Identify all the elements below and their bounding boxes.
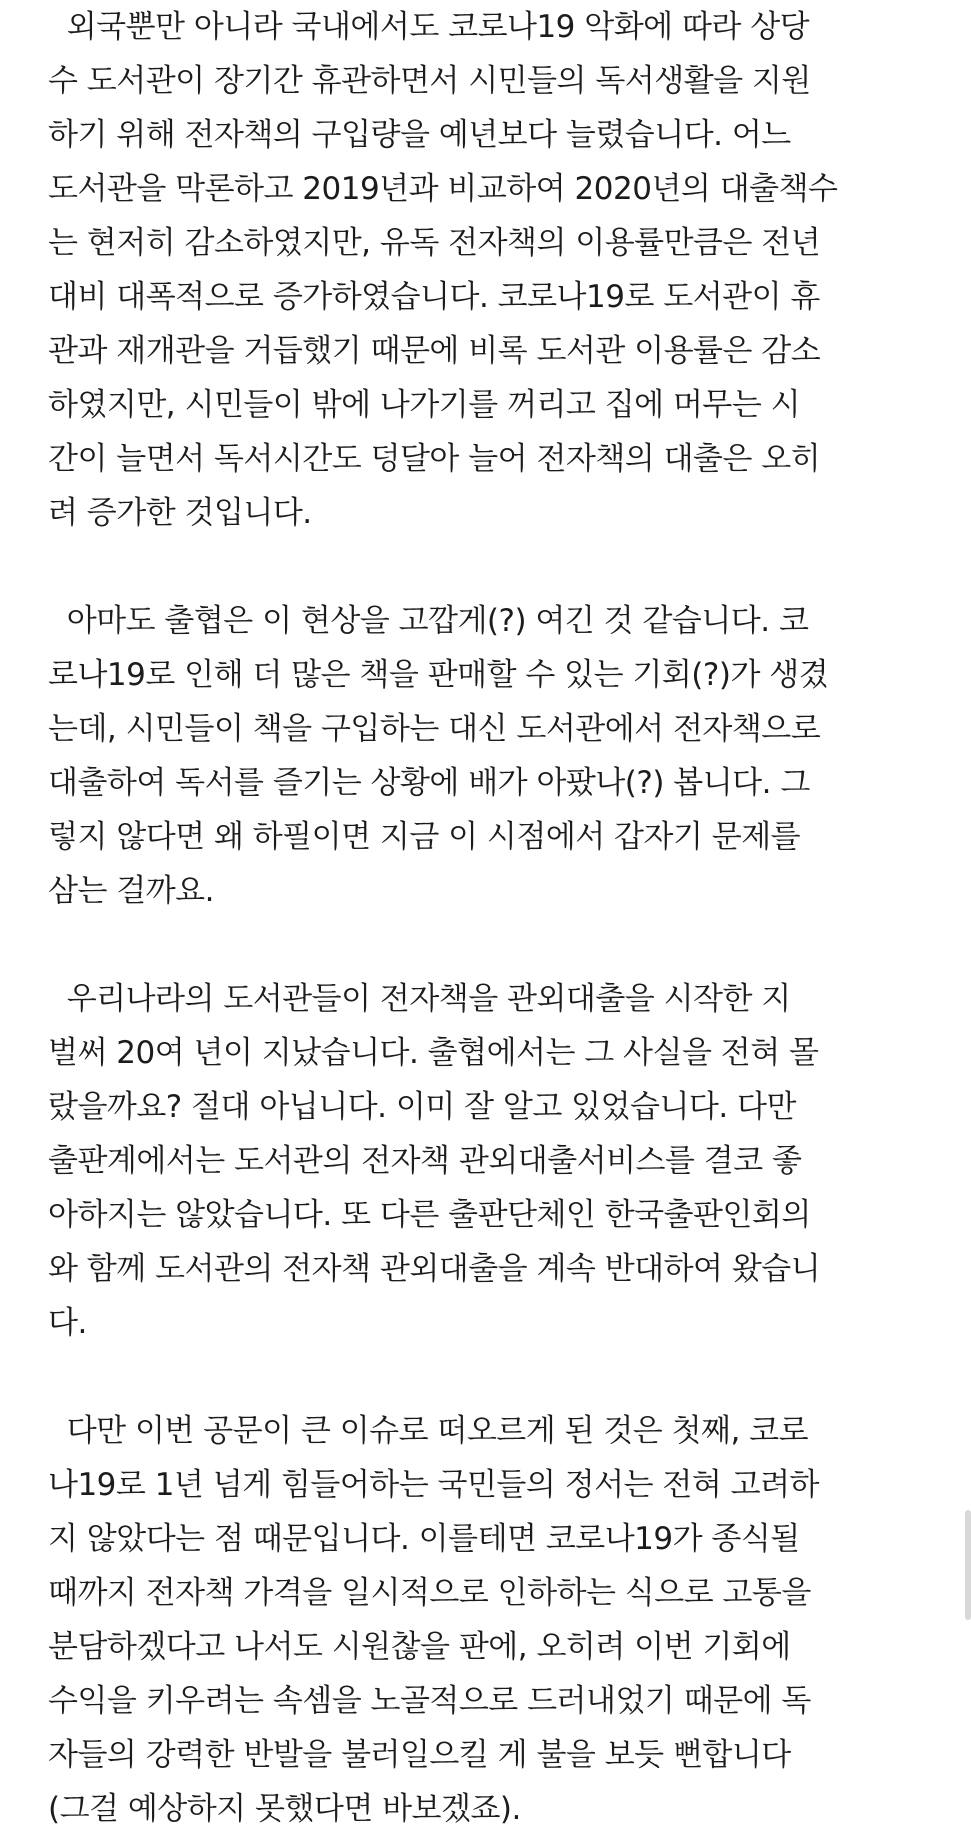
text-line: 다. bbox=[48, 1305, 87, 1341]
text-line: 로나19로 인해 더 많은 책을 판매할 수 있는 기회(?)가 생겼 bbox=[48, 657, 829, 693]
text-line: 출판계에서는 도서관의 전자책 관외대출서비스를 결코 좋 bbox=[48, 1143, 802, 1179]
text-line: 수 도서관이 장기간 휴관하면서 시민들의 독서생활을 지원 bbox=[48, 63, 811, 99]
text-line: 삼는 걸까요. bbox=[48, 873, 214, 909]
text-line: 지 않았다는 점 때문입니다. 이를테면 코로나19가 종식될 bbox=[48, 1521, 800, 1557]
paragraph-4 bbox=[48, 1404, 936, 1836]
text-line: 도서관을 막론하고 2019년과 비교하여 2020년의 대출책수 bbox=[48, 171, 838, 207]
text-line: 우리나라의 도서관들이 전자책을 관외대출을 시작한 지 bbox=[48, 981, 791, 1017]
text-line: 간이 늘면서 독서시간도 덩달아 늘어 전자책의 대출은 오히 bbox=[48, 441, 821, 477]
text-line: 는데, 시민들이 책을 구입하는 대신 도서관에서 전자책으로 bbox=[48, 711, 821, 747]
text-line: 다만 이번 공문이 큰 이슈로 떠오르게 된 것은 첫째, 코로 bbox=[48, 1413, 809, 1449]
paragraph-spacer bbox=[48, 1350, 936, 1404]
text-line: 아마도 출협은 이 현상을 고깝게(?) 여긴 것 같습니다. 코 bbox=[48, 603, 809, 639]
text-line: 아하지는 않았습니다. 또 다른 출판단체인 한국출판인회의 bbox=[48, 1197, 811, 1233]
text-line: 하기 위해 전자책의 구입량을 예년보다 늘렸습니다. 어느 bbox=[48, 117, 791, 153]
text-line: 분담하겠다고 나서도 시원찮을 판에, 오히려 이번 기회에 bbox=[48, 1629, 791, 1665]
text-line: 대비 대폭적으로 증가하였습니다. 코로나19로 도서관이 휴 bbox=[48, 279, 820, 315]
text-line: 대출하여 독서를 즐기는 상황에 배가 아팠나(?) 봅니다. 그 bbox=[48, 765, 810, 801]
text-line: 관과 재개관을 거듭했기 때문에 비록 도서관 이용률은 감소 bbox=[48, 333, 821, 369]
paragraph-spacer bbox=[48, 540, 936, 594]
text-line: 벌써 20여 년이 지났습니다. 출협에서는 그 사실을 전혀 몰 bbox=[48, 1035, 819, 1071]
paragraph-3 bbox=[48, 972, 936, 1350]
text-line: (그걸 예상하지 못했다면 바보겠죠). bbox=[48, 1791, 521, 1827]
text-line: 렇지 않다면 왜 하필이면 지금 이 시점에서 갑자기 문제를 bbox=[48, 819, 801, 855]
article-body bbox=[48, 0, 936, 1836]
text-line: 수익을 키우려는 속셈을 노골적으로 드러내었기 때문에 독 bbox=[48, 1683, 811, 1719]
text-line: 나19로 1년 넘게 힘들어하는 국민들의 정서는 전혀 고려하 bbox=[48, 1467, 819, 1503]
text-line: 때까지 전자책 가격을 일시적으로 인하하는 식으로 고통을 bbox=[48, 1575, 811, 1611]
paragraph-1 bbox=[48, 0, 936, 540]
scrollbar-thumb[interactable] bbox=[965, 1510, 971, 1620]
paragraph-spacer bbox=[48, 918, 936, 972]
text-line: 랐을까요? 절대 아닙니다. 이미 잘 알고 있었습니다. 다만 bbox=[48, 1089, 796, 1125]
text-line: 는 현저히 감소하였지만, 유독 전자책의 이용률만큼은 전년 bbox=[48, 225, 821, 261]
text-line: 자들의 강력한 반발을 불러일으킬 게 불을 보듯 뻔합니다 bbox=[48, 1737, 791, 1773]
text-line: 외국뿐만 아니라 국내에서도 코로나19 악화에 따라 상당 bbox=[48, 9, 810, 45]
text-line: 하였지만, 시민들이 밖에 나가기를 꺼리고 집에 머무는 시 bbox=[48, 387, 801, 423]
text-line: 와 함께 도서관의 전자책 관외대출을 계속 반대하여 왔습니 bbox=[48, 1251, 821, 1287]
paragraph-2 bbox=[48, 594, 936, 918]
text-line: 려 증가한 것입니다. bbox=[48, 495, 312, 531]
